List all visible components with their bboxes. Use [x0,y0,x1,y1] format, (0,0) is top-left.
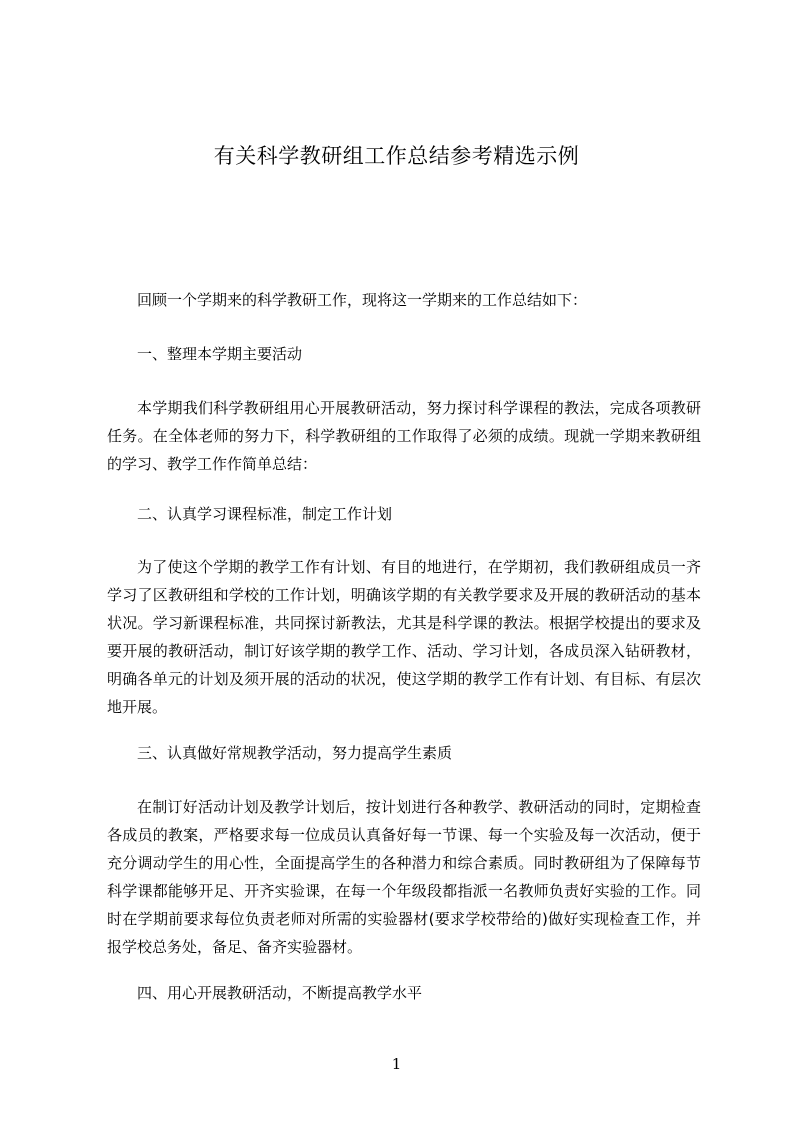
document-title: 有关科学教研组工作总结参考精选示例 [213,144,580,168]
section-heading-2: 二、认真学习课程标准，制定工作计划 [137,505,393,523]
page-number: 1 [391,1055,402,1073]
section-heading-3: 三、认真做好常规教学活动，努力提高学生素质 [137,744,453,762]
intro-paragraph: 回顾一个学期来的科学教研工作，现将这一学期来的工作总结如下： [137,291,588,309]
section-heading-4: 四、用心开展教研活动，不断提高教学水平 [137,984,423,1002]
section-paragraph-1: 本学期我们科学教研组用心开展教研活动，努力探讨科学课程的教法，完成各项教研任务。在全体老师的努力下，科学教研组的工作取得了必须的成绩。现就一学期来教研组的学习、教学工作作简单总结： [107,399,701,473]
section-heading-1: 一、整理本学期主要活动 [137,345,303,363]
section-paragraph-2: 为了使这个学期的教学工作有计划、有目的地进行，在学期初，我们教研组成员一齐学习了区教研组和学校的工作计划，明确该学期的有关教学要求及开展的教研活动的基本状况。学习新课程标准，共同探讨新教法，尤其是科学课的教法。根据学校提出的要求及要开展的教研活动，制订好该学期的教学工作、活动、学习计划，各成员深入钻研教材，明确各单元的计划及须开展的活动的状况，使这学期的教学工作有计划、有目标、有层次地开展。 [107,558,701,716]
section-paragraph-3: 在制订好活动计划及教学计划后，按计划进行各种教学、教研活动的同时，定期检查各成员的教案，严格要求每一位成员认真备好每一节课、每一个实验及每一次活动，便于充分调动学生的用心性，全面提高学生的各种潜力和综合素质。同时教研组为了保障每节科学课都能够开足、开齐实验课，在每一个年级段都指派一名教师负责好实验的工作。同时在学期前要求每位负责老师对所需的实验器材(要求学校带给的)做好实现检查工作，并报学校总务处，备足、备齐实验器材。 [107,798,701,956]
